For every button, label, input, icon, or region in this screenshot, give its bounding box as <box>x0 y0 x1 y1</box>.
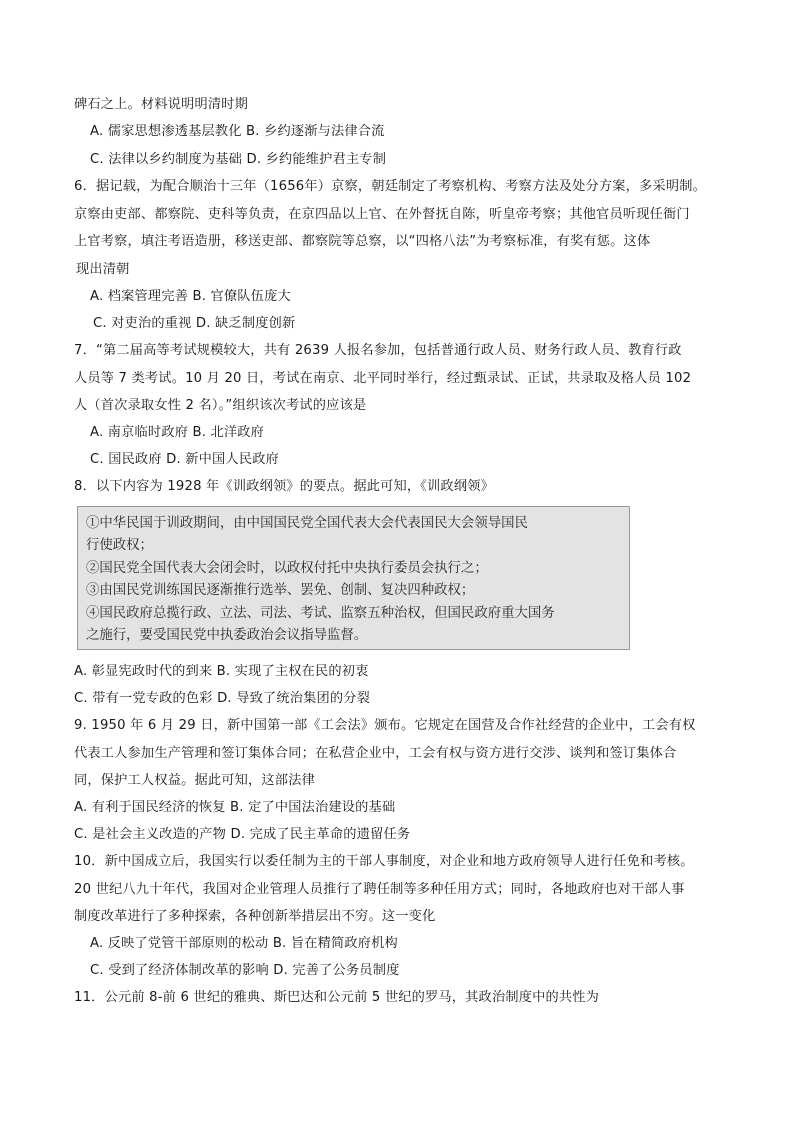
q9-stem-line-1: 9. 1950 年 6 月 29 日，新中国第一部《工会法》颁布。它规定在国营及合作社经营的企业中，工会有权 <box>74 718 696 733</box>
q8-options-cd: C. 带有一党专政的色彩 D. 导致了统治集团的分裂 <box>74 691 371 706</box>
q6-options-ab: A. 档案管理完善 B. 官僚队伍庞大 <box>90 289 291 304</box>
q11-stem: 11．公元前 8-前 6 世纪的雅典、斯巴达和公元前 5 世纪的罗马，其政治制度中的共性为 <box>74 990 600 1005</box>
q10-stem-line-2: 20 世纪八九十年代，我国对企业管理人员推行了聘任制等多种任用方式；同时，各地政府也对干部人事 <box>74 882 685 897</box>
q9-options-ab: A. 有利于国民经济的恢复 B. 定了中国法治建设的基础 <box>74 800 396 815</box>
q6-stem-line-1: 6．据记载，为配合顺治十三年（1656年）京察，朝廷制定了考察机构、考察方法及处分方案，多采明制。 <box>74 179 706 194</box>
q7-options-ab: A. 南京临时政府 B. 北洋政府 <box>90 425 265 440</box>
source-line: ②国民党全国代表大会闭会时，以政权付托中央执行委员会执行之； <box>86 560 488 576</box>
source-line: 之施行，要受国民党中执委政治会议指导监督。 <box>86 628 368 644</box>
q10-stem-line-3: 制度改革进行了多种探索，各种创新举措层出不穷。这一变化 <box>74 909 436 924</box>
q8-options-ab: A. 彰显宪政时代的到来 B. 实现了主权在民的初衷 <box>74 664 369 679</box>
q9-stem-line-2: 代表工人参加生产管理和签订集体合同；在私营企业中，工会有权与资方进行交涉、谈判和签订集体合 <box>74 746 677 761</box>
q6-stem-line-2: 京察由吏部、都察院、吏科等负责，在京四品以上官、在外督抚自陈，听皇帝考察；其他官员听现任衙门 <box>74 207 690 222</box>
q9-options-cd: C. 是社会主义改造的产物 D. 完成了民主革命的遗留任务 <box>74 827 411 842</box>
source-line: ④国民政府总揽行政、立法、司法、考试、监察五种治权，但国民政府重大国务 <box>86 605 555 621</box>
q6-stem-line-3: 上官考察，填注考语造册，移送吏部、都察院等总察，以“四格八法”为考察标准，有奖有惩。这体 <box>74 234 651 249</box>
q7-options-cd: C. 国民政府 D. 新中国人民政府 <box>90 452 279 467</box>
q5-options-cd: C. 法律以乡约制度为基础 D. 乡约能维护君主专制 <box>90 152 387 167</box>
q8-stem: 8．以下内容为 1928 年《训政纲领》的要点。据此可知，《训政纲领》 <box>74 479 494 494</box>
source-line: ③由国民党训练国民逐渐推行选举、罢免、创制、复决四种政权； <box>86 583 475 599</box>
q6-stem-line-4: 现出清朝 <box>76 262 130 277</box>
q8-source-material <box>77 506 630 650</box>
q7-stem-line-3: 人（首次录取女性 2 名）。”组织该次考试的应该是 <box>74 398 367 413</box>
q10-options-cd: C. 受到了经济体制改革的影响 D. 完善了公务员制度 <box>90 963 400 978</box>
q7-stem-line-2: 人员等 7 类考试。10 月 20 日，考试在南京、北平同时举行，经过甄录试、正试，共录取及格人员 102 <box>74 371 692 386</box>
q5-stem-tail: 碑石之上。材料说明明清时期 <box>74 97 249 112</box>
q10-options-ab: A. 反映了党管干部原则的松动 B. 旨在精简政府机构 <box>90 936 398 951</box>
q9-stem-line-3: 同，保护工人权益。据此可知，这部法律 <box>74 773 315 788</box>
q6-options-cd: C. 对吏治的重视 D. 缺乏制度创新 <box>93 316 296 331</box>
q10-stem-line-1: 10．新中国成立后，我国实行以委任制为主的干部人事制度，对企业和地方政府领导人进行任免和考核。 <box>74 854 694 869</box>
source-line: 行使政权； <box>86 538 153 554</box>
q7-stem-line-1: 7．“第二届高等考试规模较大，共有 2639 人报名参加，包括普通行政人员、财务行政人员、教育行政 <box>74 343 682 358</box>
q5-options-ab: A. 儒家思想渗透基层教化 B. 乡约逐渐与法律合流 <box>90 124 385 139</box>
source-line: ①中华民国于训政期间，由中国国民党全国代表大会代表国民大会领导国民 <box>86 516 528 531</box>
